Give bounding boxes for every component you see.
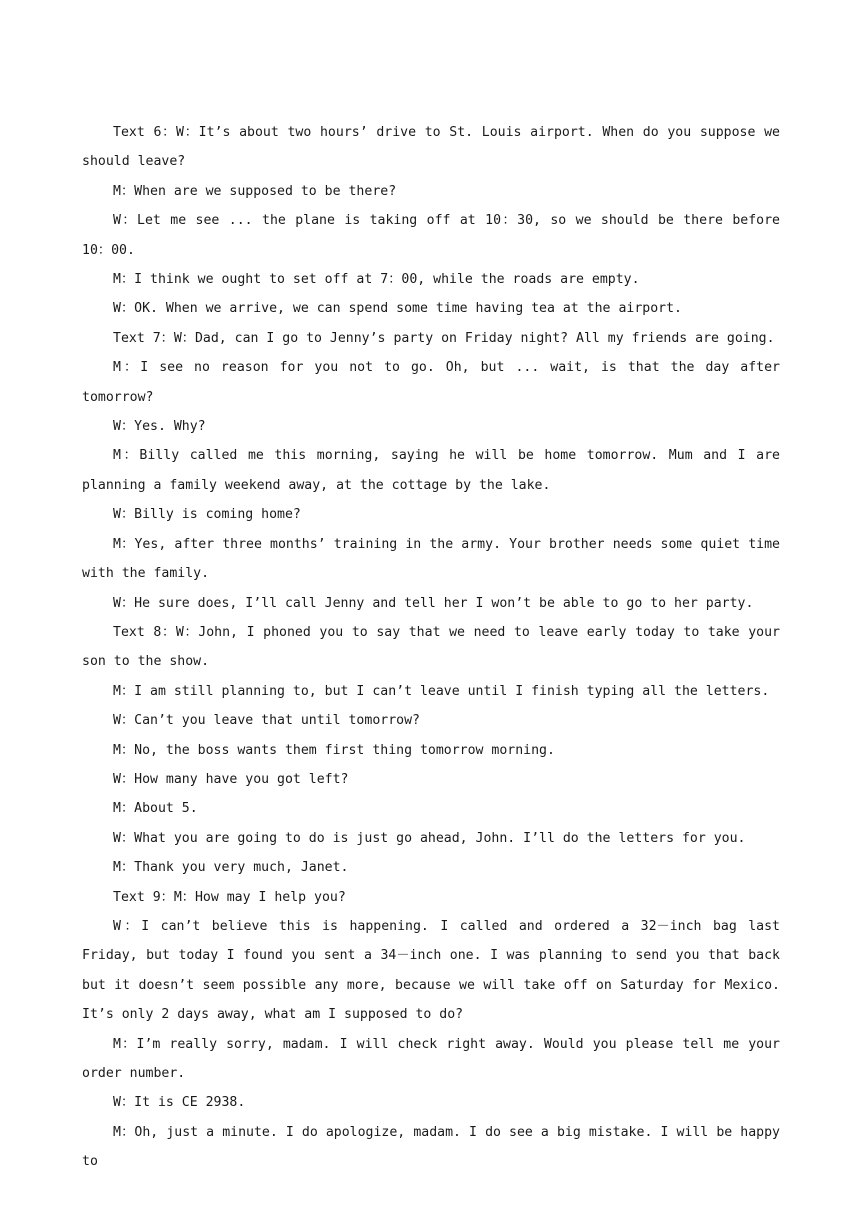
transcript-paragraph: M：When are we supposed to be there? bbox=[113, 183, 397, 199]
transcript-paragraph: M：Billy called me this morning, saying he will be home tomorrow. Mum and I are planning a family weekend away, at the cottage by the lake. bbox=[82, 448, 780, 493]
transcript-paragraph: M：I see no reason for you not to go. Oh, but ... wait, is that the day after tomorrow? bbox=[82, 360, 780, 405]
transcript-paragraph: W：What you are going to do is just go ahead, John. I’ll do the letters for you. bbox=[113, 830, 746, 846]
transcript-paragraph: W：I can’t believe this is happening. I called and ordered a 32－inch bag last Friday, but today I found you sent a 34－inch one. I was planning to send you that back but it doesn’t seem possible any more, because we will take off on Saturday for Mexico. It’s only 2 days away, what am I supposed to do? bbox=[82, 918, 780, 1023]
transcript-paragraph: W：Let me see ... the plane is taking off at 10：30, so we should be there before 10：00. bbox=[82, 213, 780, 258]
transcript-paragraph: Text 6：W：It’s about two hours’ drive to St. Louis airport. When do you suppose we should leave? bbox=[82, 125, 780, 170]
transcript-paragraph: M：Oh, just a minute. I do apologize, madam. I do see a big mistake. I will be happy to bbox=[82, 1124, 780, 1170]
transcript-paragraph: W：He sure does, I’ll call Jenny and tell her I won’t be able to go to her party. bbox=[113, 595, 754, 611]
transcript-paragraph: M：Thank you very much, Janet. bbox=[113, 860, 349, 876]
transcript-paragraph: M：No, the boss wants them first thing tomorrow morning. bbox=[113, 742, 555, 758]
transcript-paragraph: W：Can’t you leave that until tomorrow? bbox=[113, 713, 420, 729]
transcript-paragraph: W：Yes. Why? bbox=[113, 419, 206, 435]
transcript-paragraph: M：Yes, after three months’ training in the army. Your brother needs some quiet time with the family. bbox=[82, 536, 780, 582]
transcript-paragraph: W：OK. When we arrive, we can spend some time having tea at the airport. bbox=[113, 301, 682, 317]
transcript-paragraph: M：I think we ought to set off at 7：00, while the roads are empty. bbox=[113, 272, 640, 288]
transcript-paragraph: Text 7：W：Dad, can I go to Jenny’s party on Friday night? All my friends are going. bbox=[113, 330, 775, 346]
transcript-paragraph: M：About 5. bbox=[113, 801, 198, 817]
transcript-page bbox=[82, 118, 780, 1177]
transcript-paragraph: Text 8：W：John, I phoned you to say that we need to leave early today to take your son to the show. bbox=[82, 624, 780, 670]
transcript-paragraph: M：I am still planning to, but I can’t leave until I finish typing all the letters. bbox=[113, 683, 770, 699]
transcript-paragraph: W：It is CE 2938. bbox=[113, 1095, 246, 1111]
transcript-paragraph: M：I’m really sorry, madam. I will check right away. Would you please tell me your order number. bbox=[82, 1036, 780, 1081]
transcript-paragraph: Text 9：M：How may I help you? bbox=[113, 889, 346, 905]
transcript-paragraph: W：How many have you got left? bbox=[113, 771, 349, 787]
transcript-paragraph: W：Billy is coming home? bbox=[113, 507, 301, 523]
